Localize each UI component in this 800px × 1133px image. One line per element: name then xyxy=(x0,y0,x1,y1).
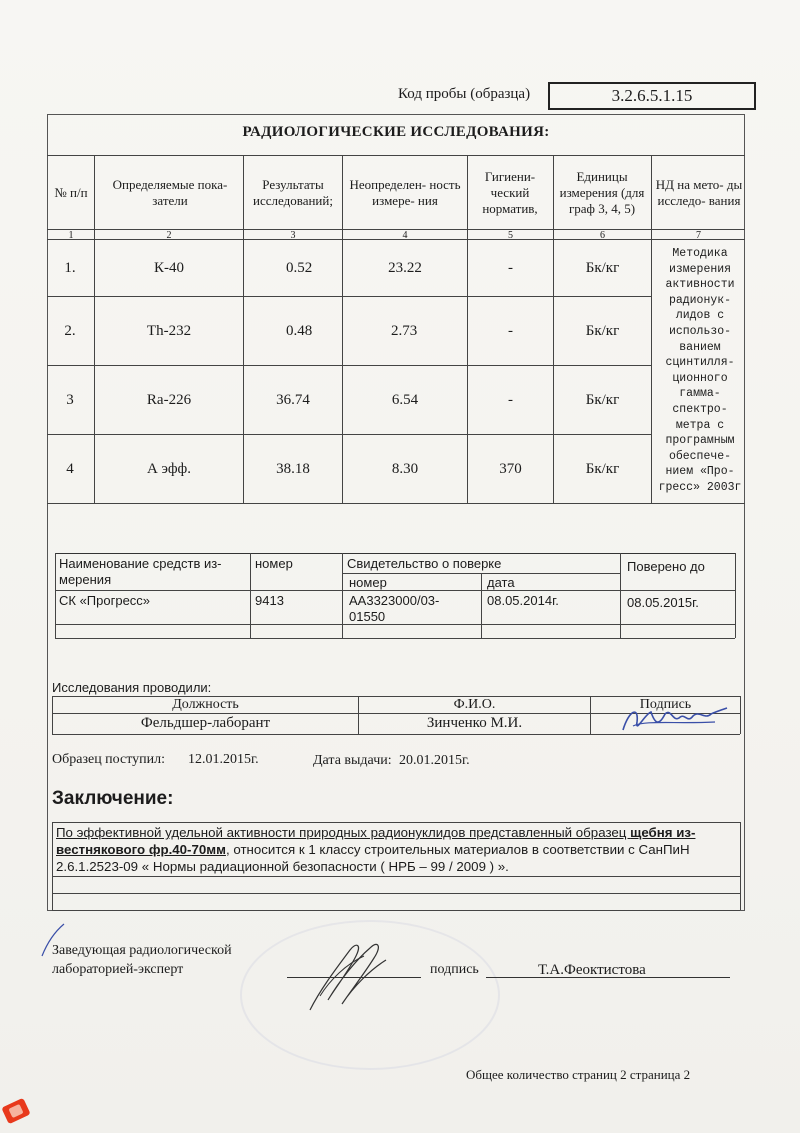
head-title-line1: Заведующая радиологической xyxy=(52,943,232,958)
row-num: 3 xyxy=(66,391,74,408)
row-unit: Бк/кг xyxy=(585,460,620,477)
equipment-header-number: номер xyxy=(255,556,293,571)
table-line xyxy=(740,822,741,910)
received-value: 12.01.2015г. xyxy=(188,752,259,767)
row-indicator: А эфф. xyxy=(146,460,192,477)
column-number: 4 xyxy=(402,230,408,241)
row-indicator: Ra-226 xyxy=(146,391,192,408)
conclusion-title: Заключение: xyxy=(52,788,174,809)
staff-header-position: Должность xyxy=(172,697,239,712)
header-unit: Единицы измерения (для граф 3, 4, 5) xyxy=(559,169,645,216)
column-number: 3 xyxy=(290,230,296,241)
table-line xyxy=(52,822,740,823)
head-name: Т.А.Феоктистова xyxy=(538,962,646,978)
header-num: № п/п xyxy=(54,185,88,200)
page-count: Общее количество страниц 2 страница 2 xyxy=(466,1067,691,1082)
row-result: 38.18 xyxy=(276,460,310,477)
equipment-name: СК «Прогресс» xyxy=(59,593,151,608)
staff-header-signature: Подпись xyxy=(639,697,692,712)
table-line xyxy=(55,590,735,591)
table-line xyxy=(250,553,251,638)
row-num: 4 xyxy=(66,460,74,477)
table-line xyxy=(342,553,343,638)
table-line xyxy=(52,876,740,877)
table-line xyxy=(55,553,56,638)
row-indicator: К-40 xyxy=(154,259,184,276)
table-line xyxy=(52,893,740,894)
table-line xyxy=(47,503,745,504)
row-unit: Бк/кг xyxy=(585,391,620,408)
row-uncertainty: 23.22 xyxy=(388,259,422,276)
table-line xyxy=(55,553,735,554)
table-line xyxy=(740,696,741,734)
row-num: 1. xyxy=(64,259,76,276)
row-unit: Бк/кг xyxy=(585,322,620,339)
corner-logo-icon xyxy=(1,1098,30,1124)
issued-value: 20.01.2015г. xyxy=(399,753,470,768)
row-result: 36.74 xyxy=(276,391,310,408)
column-number: 2 xyxy=(166,230,172,241)
staff-position: Фельдшер-лаборант xyxy=(140,715,271,731)
table-line xyxy=(735,553,736,638)
table-line xyxy=(52,822,53,910)
head-title-line2: лабораторией-эксперт xyxy=(52,962,184,977)
column-number: 5 xyxy=(508,230,513,241)
received-label: Образец поступил: xyxy=(52,752,166,767)
row-unit: Бк/кг xyxy=(585,259,620,276)
staff-title: Исследования проводили: xyxy=(52,680,212,695)
table-line xyxy=(481,573,482,638)
row-uncertainty: 2.73 xyxy=(391,322,418,339)
column-number: 7 xyxy=(696,230,701,241)
table-line xyxy=(651,155,652,503)
column-number: 6 xyxy=(600,230,605,241)
table-line xyxy=(55,638,735,639)
header-method: НД на мето- ды исследо- вания xyxy=(655,177,743,208)
equipment-header-cert-date: дата xyxy=(487,575,515,590)
row-indicator: Th-232 xyxy=(146,322,192,339)
issued-label: Дата выдачи: xyxy=(313,753,392,768)
header-norm: Гигиени- ческий норматив, xyxy=(482,169,538,216)
pen-mark xyxy=(38,920,68,960)
conclusion-text-part1: По эффективной удельной активности природных радионуклидов представленный образец xyxy=(56,825,631,840)
row-norm: 370 xyxy=(499,460,522,477)
row-norm: - xyxy=(508,322,513,339)
equipment-header-name: Наименование средств из- мерения xyxy=(59,556,222,587)
header-result: Результаты исследований; xyxy=(253,177,333,208)
staff-signature xyxy=(615,700,735,740)
row-result: 0.52 xyxy=(286,259,313,276)
row-result: 0.48 xyxy=(286,322,313,339)
table-line xyxy=(47,155,745,156)
row-norm: - xyxy=(508,391,513,408)
row-uncertainty: 8.30 xyxy=(391,460,419,477)
header-uncertainty: Неопределен- ность измере- ния xyxy=(349,177,461,208)
equipment-number: 9413 xyxy=(255,593,284,608)
head-signature xyxy=(290,930,410,1020)
head-signature-label: подпись xyxy=(430,962,479,977)
sample-code-value: 3.2.6.5.1.15 xyxy=(548,82,756,110)
equipment-header-cert-number: номер xyxy=(349,575,387,590)
row-num: 2. xyxy=(64,322,76,339)
equipment-header-valid-until: Поверено до xyxy=(627,559,705,574)
equipment-cert-date: 08.05.2014г. xyxy=(487,593,559,608)
row-uncertainty: 6.54 xyxy=(391,391,419,408)
research-title: РАДИОЛОГИЧЕСКИЕ ИССЛЕДОВАНИЯ: xyxy=(242,124,550,140)
column-number: 1 xyxy=(68,230,74,241)
conclusion-sample-name: щебня из- вестнякового фр.40-70мм xyxy=(56,825,696,857)
staff-name: Зинченко М.И. xyxy=(426,715,523,731)
row-norm: - xyxy=(508,259,513,276)
conclusion-text-part2: , относится к 1 классу строительных материалов в соответствии с СанПиН 2.6.1.2523-09 « Нормы радиационной безопасности ( НРБ – 99 / 2009 ) ». xyxy=(56,842,690,874)
table-line xyxy=(52,910,740,911)
equipment-header-certificate: Свидетельство о поверке xyxy=(347,556,502,571)
header-indicator: Определяемые пока- затели xyxy=(112,177,228,208)
equipment-cert-number: АА3323000/03- 01550 xyxy=(349,593,440,624)
table-line xyxy=(620,553,621,638)
staff-header-name: Ф.И.О. xyxy=(453,697,496,712)
sample-code-label: Код пробы (образца) xyxy=(398,86,531,102)
conclusion-text xyxy=(56,824,740,875)
method-description: Методика измерения активности радионук- лидов с использо- ванием сцинтилля- ционного гамма- спектро- метра с програмным обеспече- нием «Про- гресс» 2003г xyxy=(658,247,742,494)
equipment-valid-until: 08.05.2015г. xyxy=(627,595,699,610)
